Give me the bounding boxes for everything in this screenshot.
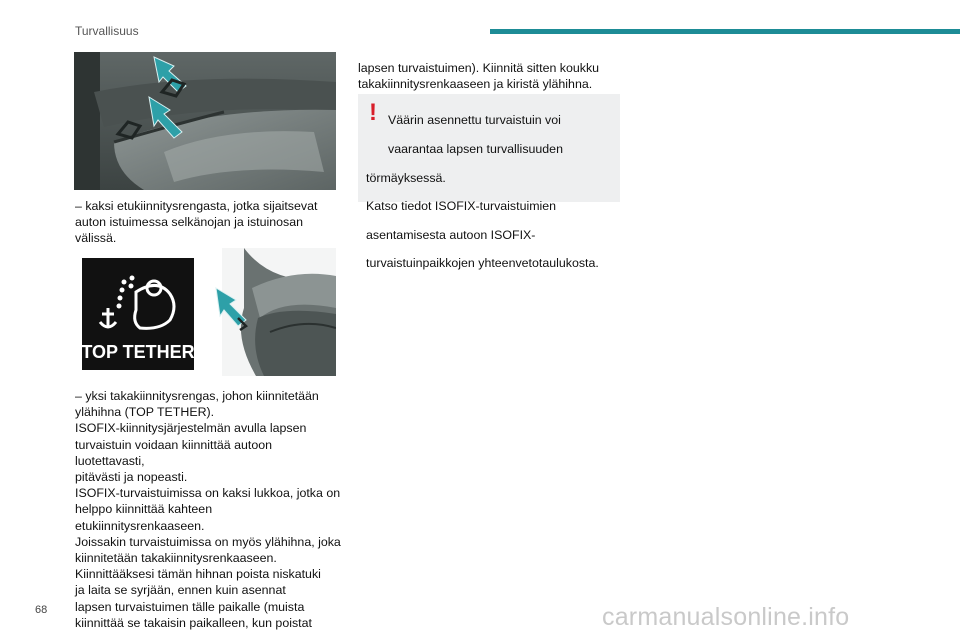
text-line: ISOFIX-turvaistuimissa on kaksi lukkoa, jotka on [75,486,341,501]
text-line: Joissakin turvaistuimissa on myös ylähihna, joka [75,534,341,549]
section-title: Turvallisuus [75,24,139,38]
warning-line: Väärin asennettu turvaistuin voi [388,113,561,128]
text-line: ylähihna (TOP TETHER). [75,405,215,420]
top-tether-logo [81,258,194,370]
text-line: auton istuimessa selkänojan ja istuinosan [75,215,303,230]
text-line: välissä. [75,231,117,246]
header-accent-bar [490,29,960,34]
warning-line: Katso tiedot ISOFIX-turvaistuimien [366,199,557,214]
text-line: takakiinnitysrenkaaseen ja kiristä ylähihna. [358,77,593,92]
isofix-description [75,388,343,631]
text-line: lapsen turvaistuimen tälle paikalle (muista [75,599,305,614]
text-line: kiinnittää se takaisin paikalleen, kun poistat [75,615,312,630]
watermark: carmanualsonline.info [602,603,850,631]
seat-side-panel [74,52,100,190]
top-tether-label: TOP TETHER [81,342,195,362]
text-line: – yksi takakiinnitysrengas, johon kiinnitetään [75,389,319,403]
text-line: kiinnitetään takakiinnitysrenkaaseen. [75,551,277,566]
text-line: ISOFIX-kiinnitysjärjestelmän avulla lapsen [75,421,307,436]
text-line: turvaistuin voidaan kiinnittää autoon luotettavasti, [75,437,273,468]
warning-line: asentamisesta autoon ISOFIX- [366,227,536,242]
warning-box [358,94,620,271]
column2-text [358,60,628,92]
warning-line: törmäyksessä. [366,170,446,185]
text-line: helppo kiinnittää kahteen etukiinnitysrenkaaseen. [75,502,213,533]
text-line: ja laita se syrjään, ennen kuin asennat [75,583,286,598]
warning-line: turvaistuinpaikkojen yhteenvetotaulukosta. [366,256,599,271]
seat-headrest-illustration [222,248,336,376]
page-number: 68 [35,604,48,616]
isofix-front-rings-figure [74,52,336,190]
exclamation-icon: ! [369,99,377,126]
front-rings-description [75,198,337,247]
text-line: – kaksi etukiinnitysrengasta, jotka sijaitsevat [75,199,318,213]
top-tether-figure [74,248,336,376]
text-line: pitävästi ja nopeasti. [75,470,188,485]
warning-line: vaarantaa lapsen turvallisuuden [388,141,563,156]
text-line: lapsen turvaistuimen). Kiinnitä sitten koukku [358,61,600,75]
text-line: Kiinnittääksesi tämän hihnan poista niskatuki [75,567,321,582]
